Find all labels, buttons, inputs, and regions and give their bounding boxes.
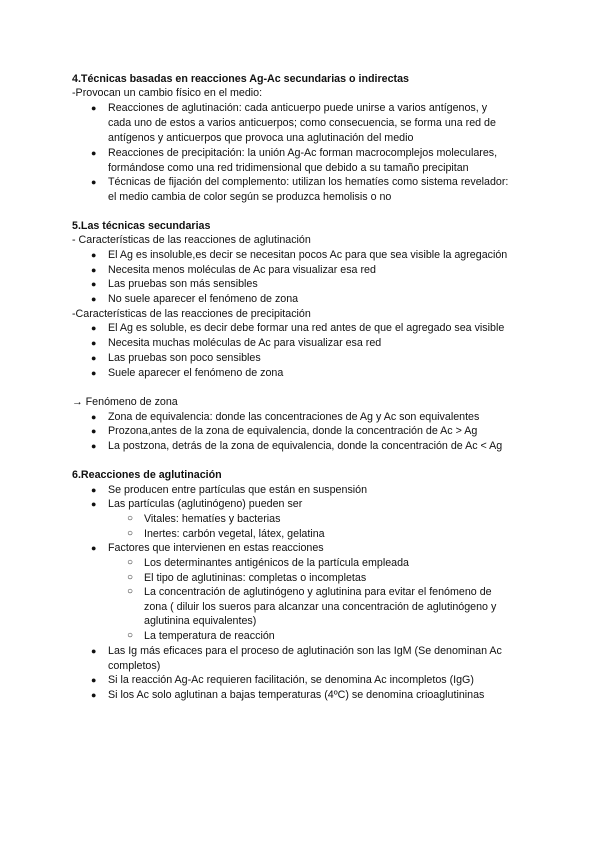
bullet-icon: ● [91,499,97,509]
bullet-icon: ● [91,485,97,495]
bullet-icon: ● [91,646,97,656]
sub-list-item: La temperatura de reacción [144,630,275,642]
list-item: Las pruebas son poco sensibles [108,352,261,364]
bullet-icon: ● [91,353,97,363]
precipitacion-heading: -Características de las reacciones de precipitación [72,308,311,320]
bullet-icon: ● [91,412,97,422]
list-item: El Ag es soluble, es decir debe formar una red antes de que el agregado sea visible [108,322,505,334]
sub-list-item-continuation: aglutinina equivalentes) [144,615,257,627]
list-item: Si la reacción Ag-Ac requieren facilitación, se denomina Ac incompletos (IgG) [108,674,474,686]
bullet-icon: ● [91,323,97,333]
list-item: Necesita muchas moléculas de Ac para visualizar esa red [108,337,382,349]
list-item: Las pruebas son más sensibles [108,278,258,290]
bullet-icon: ● [91,103,97,113]
sub-list-item: El tipo de aglutininas: completas o incompletas [144,572,367,584]
bullet-icon: ● [91,543,97,553]
list-item: Si los Ac solo aglutinan a bajas temperaturas (4ºC) se denomina crioaglutininas [108,689,485,701]
bullet-icon: ● [91,294,97,304]
circle-bullet-icon: ○ [127,572,134,583]
circle-bullet-icon: ○ [127,528,134,539]
sub-list-item: Vitales: hematíes y bacterias [144,513,281,525]
bullet-icon: ● [91,338,97,348]
sub-list-item: La concentración de aglutinógeno y aglutinina para evitar el fenómeno de [144,586,492,598]
list-item: Suele aparecer el fenómeno de zona [108,367,284,379]
bullet-icon: ● [91,250,97,260]
bullet-icon: ● [91,690,97,700]
sub-list-item: Inertes: carbón vegetal, látex, gelatina [144,528,325,540]
bullet-icon: ● [91,265,97,275]
section-4-title: 4.Técnicas basadas en reacciones Ag-Ac secundarias o indirectas [72,73,410,85]
list-item: Las partículas (aglutinógeno) pueden ser [108,498,303,510]
list-item: Reacciones de aglutinación: cada anticuerpo puede unirse a varios antígenos, y [108,102,488,114]
fenomeno-zona-heading: → Fenómeno de zona [72,396,178,408]
bullet-icon: ● [91,279,97,289]
circle-bullet-icon: ○ [127,586,134,597]
sub-list-item: Los determinantes antigénicos de la partícula empleada [144,557,409,569]
circle-bullet-icon: ○ [127,630,134,641]
list-item: La postzona, detrás de la zona de equivalencia, donde la concentración de Ac < Ag [108,440,503,452]
list-item: Factores que intervienen en estas reacciones [108,542,324,554]
circle-bullet-icon: ○ [127,513,134,524]
bullet-icon: ● [91,148,97,158]
bullet-icon: ● [91,426,97,436]
section-4-intro: -Provocan un cambio físico en el medio: [72,87,263,99]
list-item-continuation: completos) [108,660,161,672]
aglutinacion-heading: - Características de las reacciones de aglutinación [72,234,311,246]
list-item: Técnicas de fijación del complemento: utilizan los hematíes como sistema revelador: [108,176,509,188]
list-item-continuation: antígenos y anticuerpos que provoca una aglutinación del medio [108,132,414,144]
list-item-continuation: cada uno de estos a varios anticuerpos; como consecuencia, se forma una red de [108,117,496,129]
list-item: No suele aparecer el fenómeno de zona [108,293,299,305]
list-item-continuation: formándose como una red tridimensional que debido a su tamaño precipitan [108,162,469,174]
bullet-icon: ● [91,368,97,378]
list-item: Zona de equivalencia: donde las concentraciones de Ag y Ac son equivalentes [108,411,480,423]
section-5-title: 5.Las técnicas secundarias [72,220,211,232]
list-item: Las Ig más eficaces para el proceso de aglutinación son las IgM (Se denominan Ac [108,645,502,657]
bullet-icon: ● [91,177,97,187]
list-item: Reacciones de precipitación: la unión Ag-Ac forman macrocomplejos moleculares, [108,147,498,159]
section-6-title: 6.Reacciones de aglutinación [72,469,222,481]
bullet-icon: ● [91,675,97,685]
list-item: Prozona,antes de la zona de equivalencia, donde la concentración de Ac > Ag [108,425,478,437]
list-item-continuation: el medio cambia de color según se produzca hemolisis o no [108,191,392,203]
list-item: El Ag es insoluble,es decir se necesitan pocos Ac para que sea visible la agregación [108,249,508,261]
bullet-icon: ● [91,441,97,451]
sub-list-item-continuation: zona ( diluir los sueros para alcanzar una concentración de aglutinógeno y [144,601,497,613]
circle-bullet-icon: ○ [127,557,134,568]
list-item: Necesita menos moléculas de Ac para visualizar esa red [108,264,376,276]
list-item: Se producen entre partículas que están en suspensión [108,484,368,496]
